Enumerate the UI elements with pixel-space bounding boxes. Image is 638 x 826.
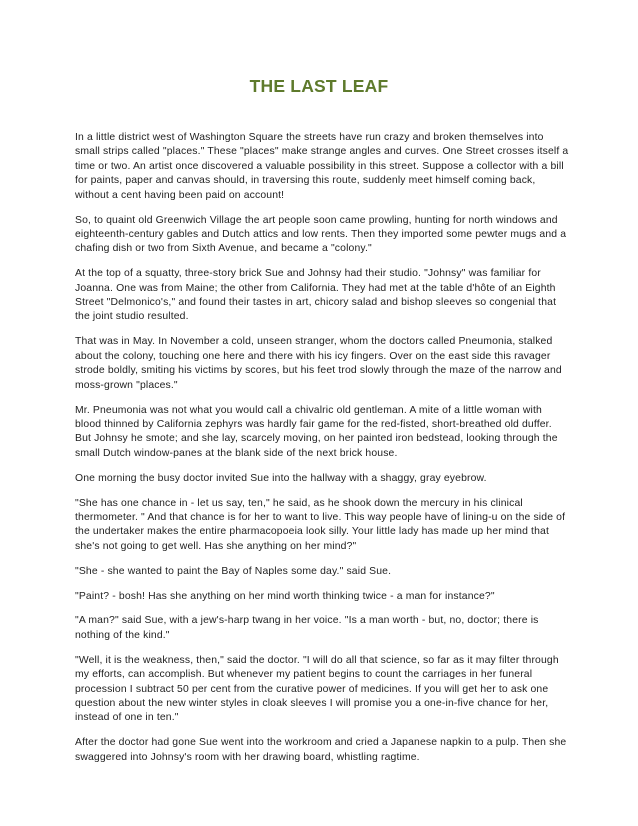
paragraph: "Well, it is the weakness, then," said the doctor. "I will do all that science, so far as it may filter through my efforts, can accomplish. But whenever my patient begins to count the carriages in her funeral procession I subtract 50 per cent from the curative power of medicines. If you will get her to ask one question about the new winter styles in cloak sleeves I will promise you a one-in-five chance for her, instead of one in ten.": [75, 654, 559, 724]
paragraph: Mr. Pneumonia was not what you would call a chivalric old gentleman. A mite of a little woman with blood thinned by California zephyrs was hardly fair game for the red-fisted, short-breathed old duffer. But Johnsy he smote; and she lay, scarcely moving, on her painted iron bedstead, looking through the small Dutch window-panes at the blank side of the next brick house.: [75, 404, 558, 459]
page-title: THE LAST LEAF: [249, 76, 389, 96]
paragraph: "She - she wanted to paint the Bay of Naples some day." said Sue.: [75, 565, 392, 577]
paragraph: "She has one chance in - let us say, ten," he said, as he shook down the mercury in his clinical thermometer. " And that chance is for her to want to live. This way people have of lining-u on the side of the undertaker makes the entire pharmacopoeia look silly. Your little lady has made up her mind that she's not going to get well. Has she anything on her mind?": [75, 497, 566, 552]
paragraph: After the doctor had gone Sue went into the workroom and cried a Japanese napkin to a pulp. Then she swaggered into Johnsy's room with her drawing board, whistling ragtime.: [75, 737, 567, 763]
document-body: [75, 131, 569, 776]
paragraph: "Paint? - bosh! Has she anything on her mind worth thinking twice - a man for instance?": [75, 590, 495, 602]
paragraph: So, to quaint old Greenwich Village the art people soon came prowling, hunting for north windows and eighteenth-century gables and Dutch attics and low rents. Then they imported some pewter mugs and a chafing dish or two from Sixth Avenue, and became a "colony.": [75, 214, 567, 255]
paragraph: "A man?" said Sue, with a jew's-harp twang in her voice. "Is a man worth - but, no, doctor; there is nothing of the kind.": [75, 615, 539, 641]
paragraph: At the top of a squatty, three-story brick Sue and Johnsy had their studio. "Johnsy" was familiar for Joanna. One was from Maine; the other from California. They had met at the table d'hôte of an Eighth Street "Delmonico's," and found their tastes in art, chicory salad and bishop sleeves so congenial that the joint studio resulted.: [75, 268, 557, 323]
paragraph: In a little district west of Washington Square the streets have run crazy and broken themselves into small strips called "places." These "places" make strange angles and curves. One Street crosses itself a time or two. An artist once discovered a valuable possibility in this street. Suppose a collector with a bill for paints, paper and canvas should, in traversing this route, suddenly meet himself coming back, without a cent having been paid on account!: [75, 132, 569, 201]
paragraph: One morning the busy doctor invited Sue into the hallway with a shaggy, gray eyebrow.: [75, 472, 487, 484]
paragraph: That was in May. In November a cold, unseen stranger, whom the doctors called Pneumonia, stalked about the colony, touching one here and there with his icy fingers. Over on the east side this ravager strode boldly, smiting his victims by scores, but his feet trod slowly through the maze of the narrow and moss-grown "places.": [75, 336, 562, 391]
